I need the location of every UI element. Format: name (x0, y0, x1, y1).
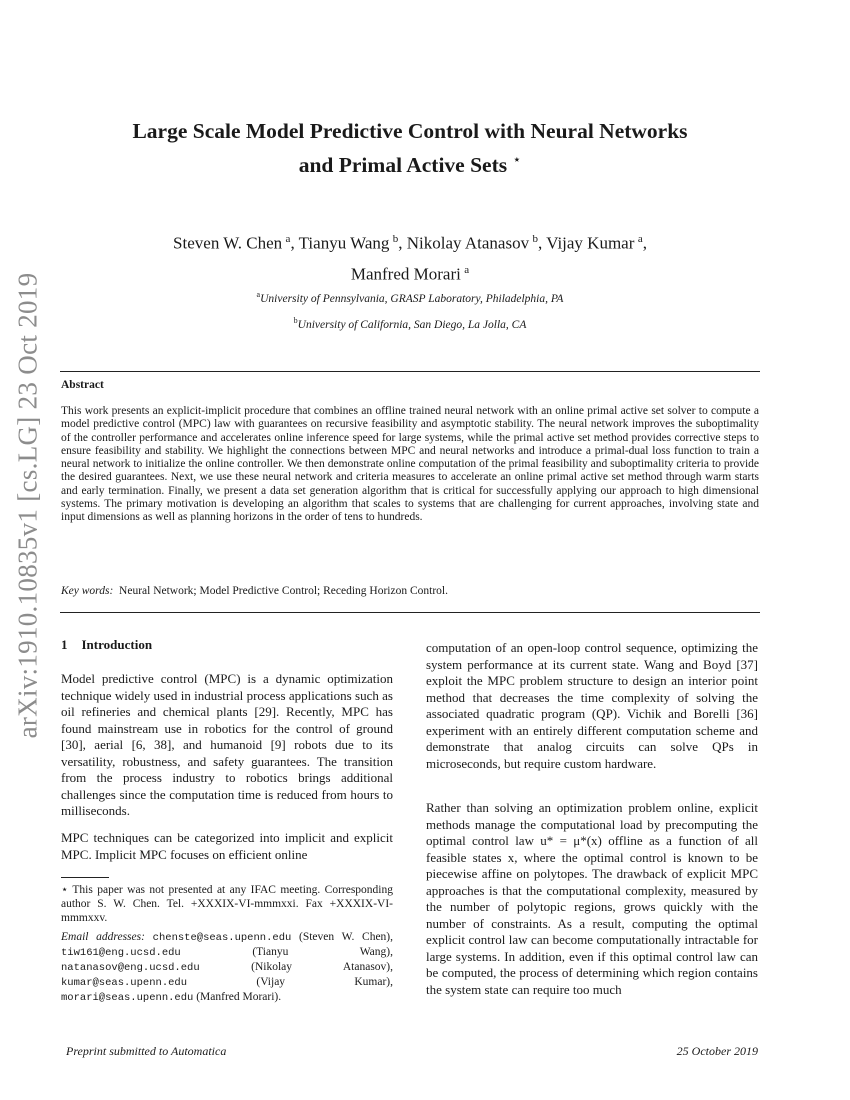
body-paragraph: MPC techniques can be categorized into implicit and explicit MPC. Implicit MPC focuses on efficient online (61, 830, 393, 862)
author-list (60, 226, 760, 287)
email-link[interactable]: chenste@seas.upenn.edu (152, 932, 292, 944)
affiliation-mark: b (293, 316, 298, 325)
author-affiliation-mark: a (637, 233, 643, 245)
footer-date: 25 October 2019 (676, 1044, 758, 1058)
arxiv-identifier-stamp (8, 272, 48, 738)
footnote-mark: ⋆ (61, 884, 69, 896)
author-affiliation-mark: b (532, 233, 538, 245)
title-line-1: Large Scale Model Predictive Control with Neural Networks (132, 119, 688, 143)
affiliation-text: University of Pennsylvania, GRASP Laboratory, Philadelphia, PA (260, 292, 564, 305)
footnote-rule (61, 877, 109, 878)
abstract-heading: Abstract (61, 379, 104, 391)
abstract-top-rule (60, 371, 760, 372)
email-link[interactable]: kumar@seas.upenn.edu (61, 977, 188, 989)
email-label: Email addresses: (61, 931, 145, 943)
author-name: Tianyu Wang (298, 233, 390, 253)
body-paragraph: Rather than solving an optimization problem online, explicit methods manage the computational load by precomputing the optimal control law u* = μ*(x) offline as a function of all feasible states x, where the optimal control is known to be piecewise affine on polytopes. The drawback of explicit MPC approaches is that the computational complexity, measured by the number of polytopic regions, grows quickly with the number of constraints. As a result, computing the optimal explicit control law can become computationally intractable for large systems. In addition, even if this optimal control law can be computed, the process of determining which region contains the system state can require too much (426, 800, 758, 997)
email-list: Email addresses: chenste@seas.upenn.edu (Steven W. Chen), tiw161@eng.ucsd.edu (Tianyu Wang), natanasov@eng.ucsd.edu (Nikolay Atanasov), kumar@seas.upenn.edu (Vijay Kumar), morari@seas.upenn.edu (Manfred Morari). (61, 931, 394, 1004)
body-paragraph: Model predictive control (MPC) is a dynamic optimization technique widely used in industrial process applications such as oil refineries and chemical plants [29]. Recently, MPC has found mainstream use in robotics for the control of ground [30], aerial [6, 38], and humanoid [9] robots due to its versatility, robustness, and safety guarantees. The transition from the process industry to robotics brings additional challenges since the computation time is reduced from hours to milliseconds. (61, 671, 393, 818)
email-link[interactable]: natanasov@eng.ucsd.edu (61, 962, 200, 974)
section-title: Introduction (81, 637, 153, 652)
keywords (61, 585, 759, 597)
keywords-text: Neural Network; Model Predictive Control; Receding Horizon Control. (119, 585, 448, 597)
author-affiliation-mark: a (464, 263, 470, 276)
title-line-2 (60, 146, 760, 180)
author-line-2 (60, 257, 760, 288)
footnote (61, 883, 393, 1005)
author-name: Steven W. Chen (173, 233, 283, 253)
arxiv-identifier-text: arXiv:1910.10835v1 [cs.LG] 23 Oct 2019 (12, 272, 43, 738)
footer-preprint-note: Preprint submitted to Automatica (66, 1044, 227, 1058)
section-heading (61, 637, 152, 653)
author-name: Nikolay Atanasov (406, 233, 530, 253)
title-footnote-mark: ⋆ (512, 153, 522, 168)
abstract-body: This work presents an explicit-implicit procedure that combines an offline trained neural network with an online primal active set solver to compute a model predictive control (MPC) law with guarantees on recursive feasibility and asymptotic stability. The neural network improves the suboptimality of the controller performance and accelerates online inference speed for large systems, while the primal active set method provides corrective steps to ensure feasibility and stability. We highlight the connections between MPC and neural networks and introduce a primal-dual loss function to train a neural network to initialize the online controller. We then demonstrate online computation of the primal feasibility and suboptimality criteria to provide the desired guarantees. Next, we use these neural network and criteria measures to accelerate an online primal active set method through warm starts and early termination. Finally, we present a data set generation algorithm that is critical for successfully applying our approach to high dimensional systems. The primary motivation is developing an algorithm that scales to systems that are challenging for current approaches, involving state and input dimensions as well as planning horizons in the order of tens to hundreds. (61, 405, 759, 524)
author-affiliation-mark: a (285, 233, 291, 245)
affiliation-b (60, 316, 760, 331)
author-line-1: Steven W. Chen $^a$, Tianyu Wang $^b$, Nikolay Atanasov $^b$, Vijay Kumar $^a$, (173, 233, 647, 253)
abstract-bottom-rule (60, 612, 760, 613)
section-number: 1 (61, 637, 68, 652)
email-link[interactable]: morari@seas.upenn.edu (61, 992, 194, 1004)
body-paragraph: computation of an open-loop control sequence, optimizing the system performance at its current state. Wang and Boyd [37] exploit the MPC problem structure to design an interior point method that decreases the time complexity of solving the associated quadratic program (QP). Vichik and Borelli [36] experiment with an entirely different computation scheme and demonstrate that analog circuits can solve QPs in microseconds, but require custom hardware. (426, 640, 758, 771)
author-name: Vijay Kumar (546, 233, 635, 253)
keywords-label: Key words: (61, 585, 114, 597)
author-name: Manfred Morari (350, 264, 461, 284)
affiliation-a (60, 290, 760, 305)
title-line-2-text: and Primal Active Sets (298, 153, 508, 178)
paper-title (60, 116, 760, 180)
affiliation-text: University of California, San Diego, La Jolla, CA (297, 318, 527, 331)
affiliation-mark: a (256, 290, 261, 299)
footnote-text: This paper was not presented at any IFAC meeting. Corresponding author S. W. Chen. Tel. +XXXIX-VI-mmmxxi. Fax +XXXIX-VI-mmmxxv. (61, 884, 393, 924)
email-link[interactable]: tiw161@eng.ucsd.edu (61, 947, 181, 959)
author-affiliation-mark: b (392, 233, 399, 245)
